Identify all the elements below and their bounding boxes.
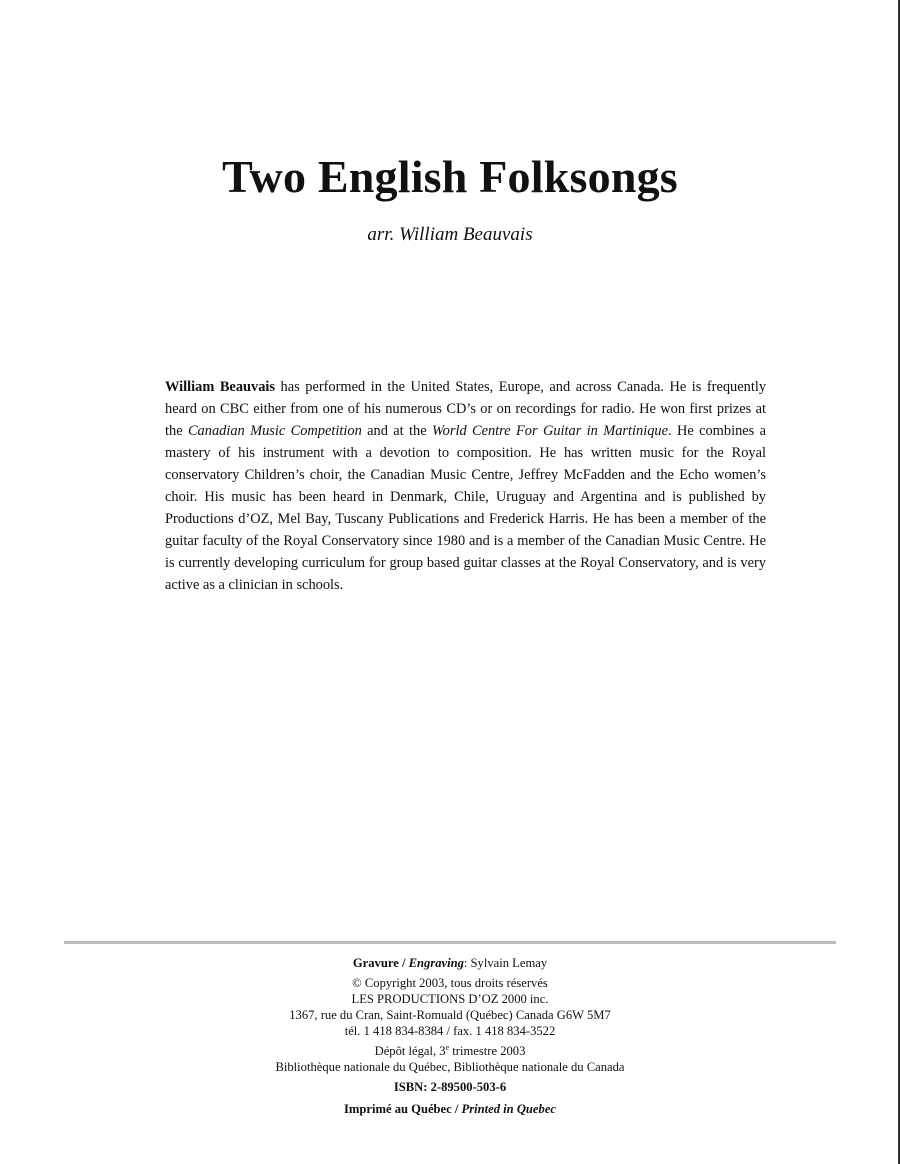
isbn-line: ISBN: 2-89500-503-6 (393, 1080, 507, 1094)
engraving-en: Engraving (408, 956, 464, 970)
depot-prefix: Dépôt légal, 3 (374, 1044, 446, 1058)
printed-separator: / (451, 1102, 462, 1116)
engraver-name: : Sylvain Lemay (463, 956, 548, 970)
bio-world-centre: World Centre For Guitar in Martinique (431, 423, 668, 439)
copyright-line: © Copyright 2003, tous droits réservés (352, 976, 548, 990)
bio-text-2: and at the (361, 423, 432, 439)
bio-competition: Canadian Music Competition (187, 423, 362, 439)
bio-text-3: . He combines a mastery of his instrument with a devotion to composition. He has written music for the Royal conservatory Children’s choir, the Canadian Music Centre, Jeffrey McFadden and the Echo women’s choir. His music has been heard in Denmark, Chile, Uruguay and Argentina and is published by Productions d’OZ, Mel Bay, Tuscany Publications and Frederick Harris. He has been a member of the guitar faculty of the Royal Conservatory since 1980 and is a member of the Canadian Music Centre. He is currently developing curriculum for group based guitar classes at the Royal Conservatory, and is very active as a clinician in schools. (165, 423, 767, 593)
bio-text-1: has performed in the United States, Europe, and across Canada. He is frequently heard on CBC either from one of his numerous CD’s or on recordings for radio. He won first prizes at the (165, 379, 767, 439)
engraving-separator: / (398, 956, 409, 970)
bio-name: William Beauvais (165, 379, 276, 395)
engraving-fr: Gravure (352, 956, 399, 970)
page-title: Two English Folksongs (222, 151, 678, 202)
footer-divider (64, 941, 836, 944)
printed-fr: Imprimé au Québec (344, 1102, 452, 1116)
engraving-line (0, 955, 900, 971)
depot-sup: e (445, 1042, 450, 1052)
publisher-line: LES PRODUCTIONS D’OZ 2000 inc. (351, 992, 549, 1006)
printed-en: Printed in Quebec (461, 1102, 556, 1116)
phone-line: tél. 1 418 834-8384 / fax. 1 418 834-3522 (344, 1024, 556, 1038)
credits-block (0, 955, 900, 1117)
depot-line (0, 1043, 900, 1059)
depot-suffix: trimestre 2003 (449, 1044, 526, 1058)
libraries-line: Bibliothèque nationale du Québec, Bibliothèque nationale du Canada (275, 1060, 625, 1074)
arranger-credit: arr. William Beauvais (367, 224, 533, 245)
printed-line (0, 1101, 900, 1117)
biography-paragraph (165, 376, 766, 596)
address-line: 1367, rue du Cran, Saint-Romuald (Québec) Canada G6W 5M7 (289, 1008, 611, 1022)
